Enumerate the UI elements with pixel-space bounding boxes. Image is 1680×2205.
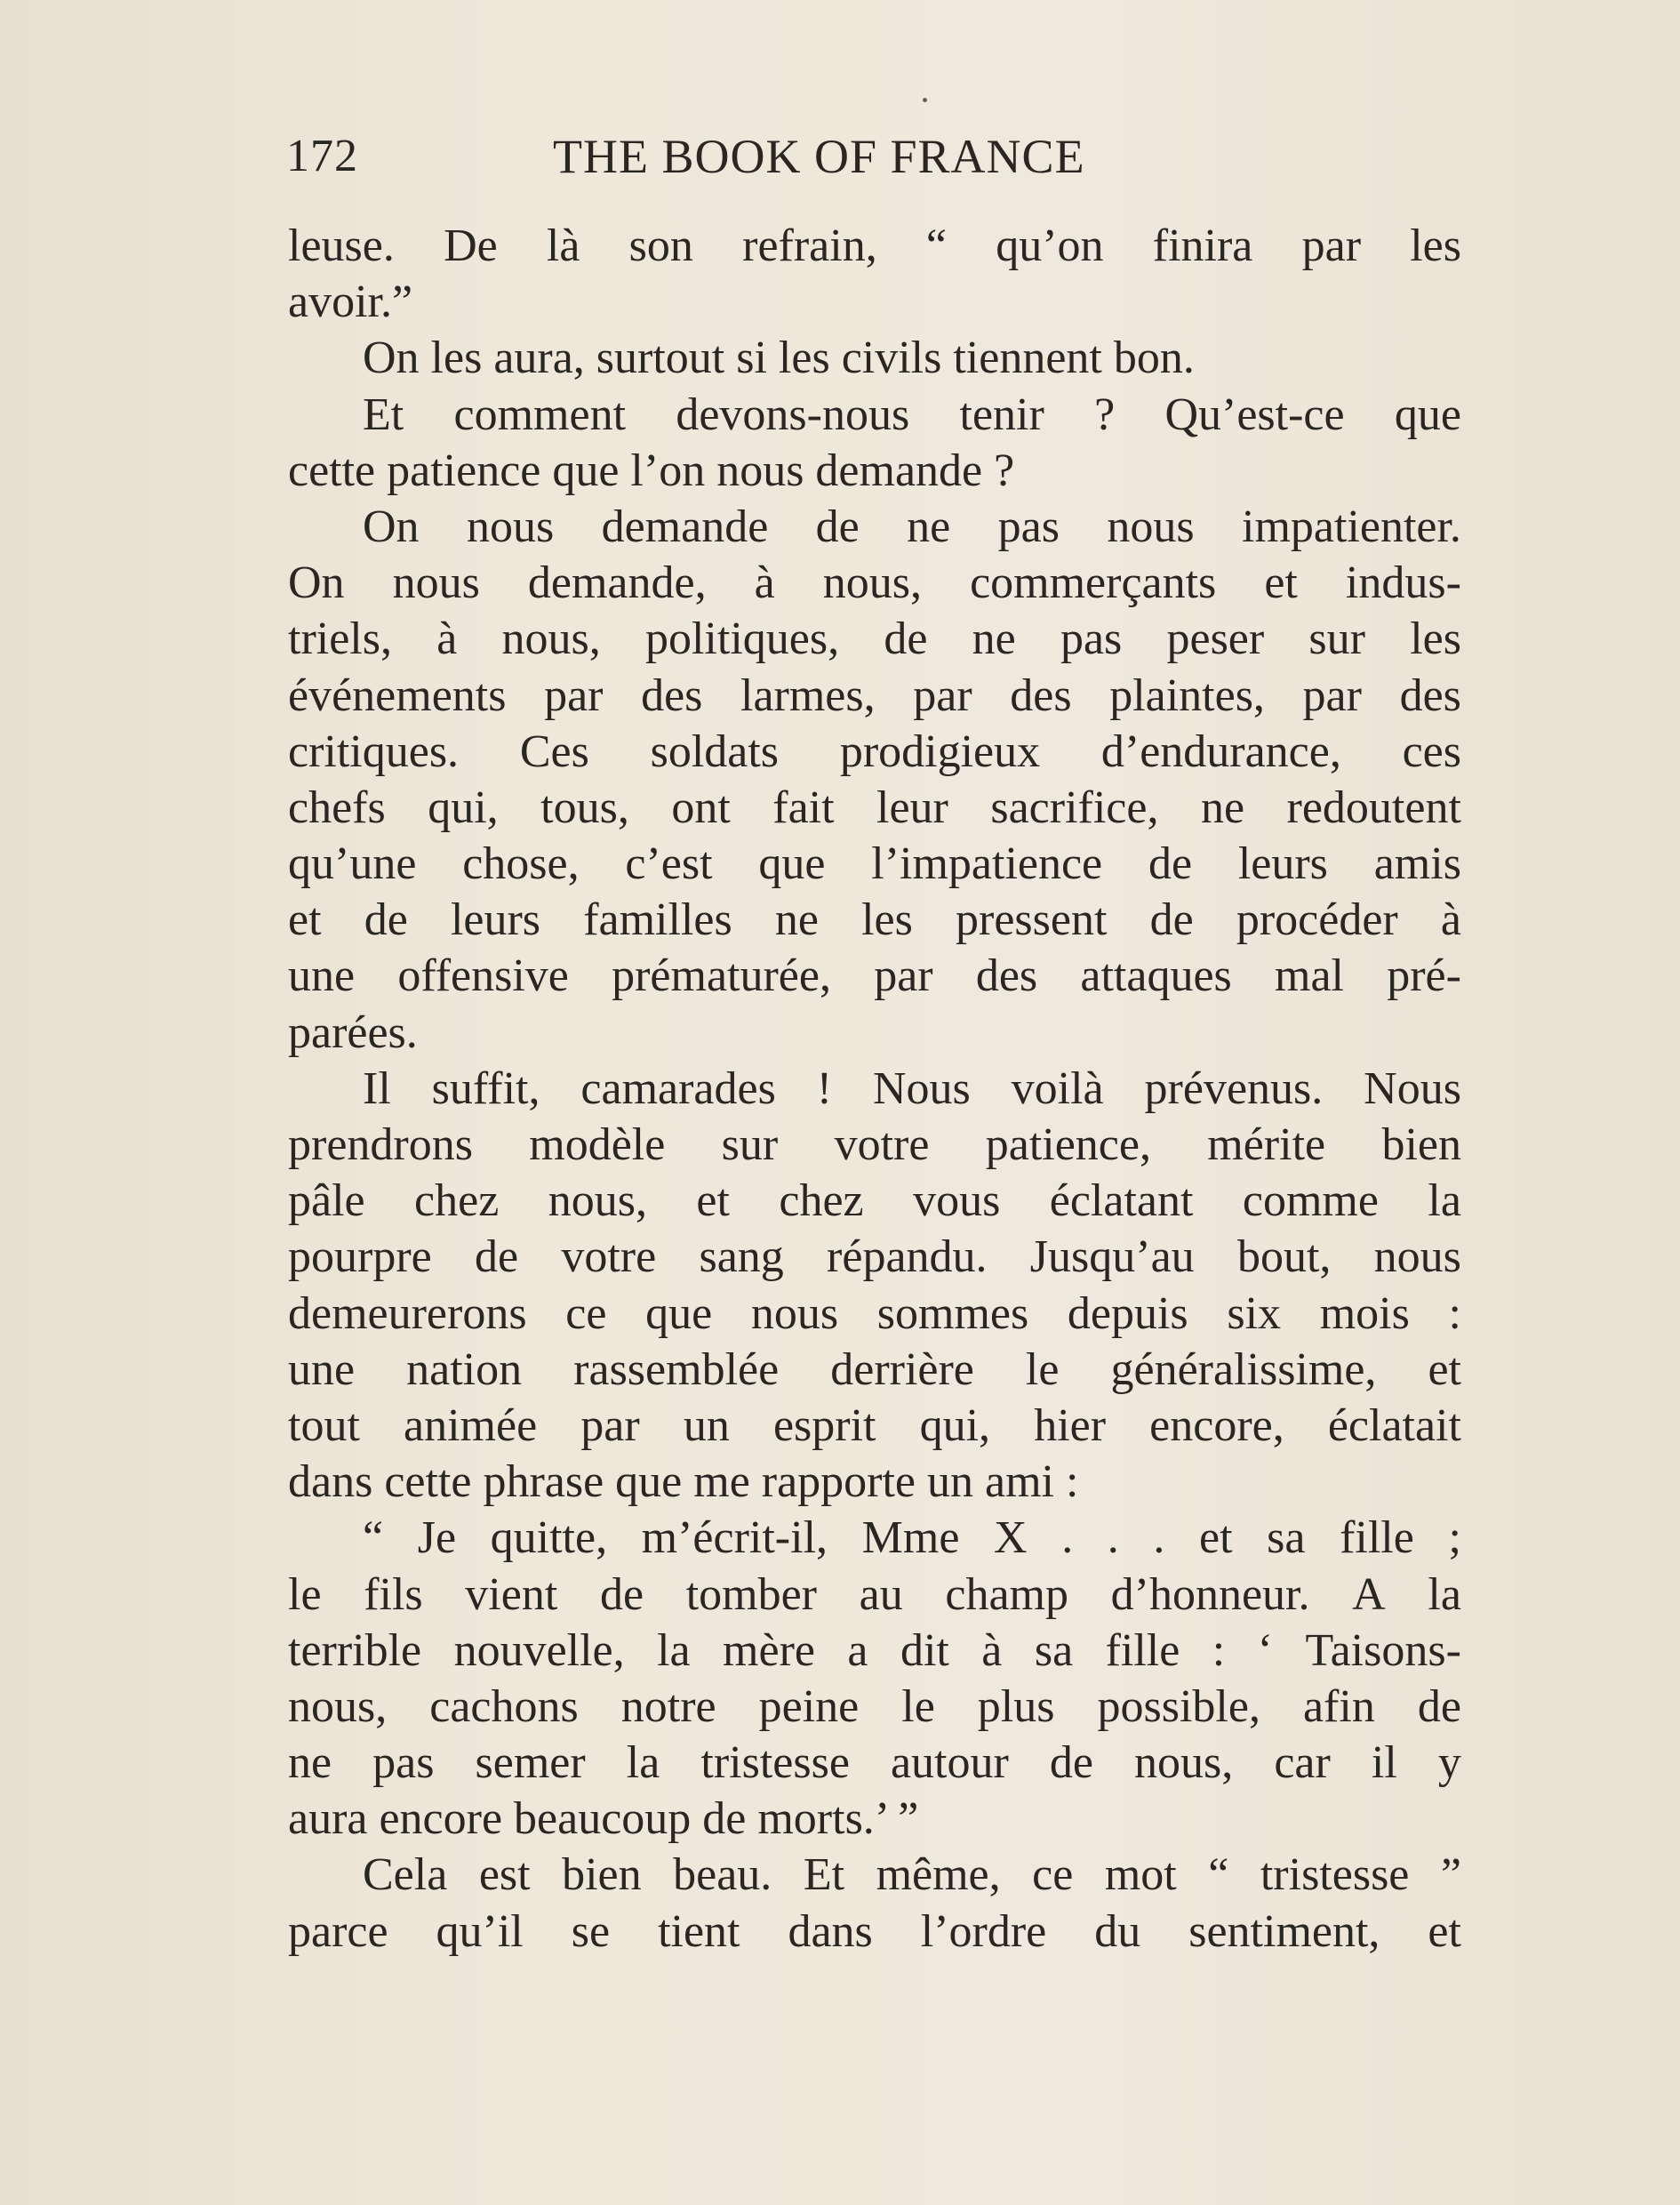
- word: que: [645, 1287, 713, 1339]
- word: soldats: [650, 726, 780, 777]
- word: impatienter.: [1242, 501, 1461, 552]
- word: pourpre: [288, 1231, 432, 1283]
- word: ce: [565, 1287, 607, 1339]
- body-text: [288, 218, 1461, 1960]
- word: comme: [1242, 1175, 1379, 1227]
- word: à: [981, 1624, 1003, 1676]
- text-line: [288, 1117, 1461, 1173]
- word: se: [571, 1905, 611, 1957]
- word: son: [628, 220, 693, 271]
- word: c’est: [625, 838, 713, 890]
- word: nous,: [501, 613, 601, 665]
- word: plaintes,: [1109, 670, 1265, 721]
- text-line: cette patience que l’on nous demande ?: [288, 445, 1015, 496]
- word: que: [1394, 389, 1461, 440]
- text-line: dans cette phrase que me rapporte un ami :: [288, 1456, 1079, 1508]
- word: d’honneur.: [1110, 1568, 1310, 1620]
- word: de: [815, 501, 860, 552]
- text-line: [288, 1286, 1461, 1342]
- word: de: [884, 613, 928, 665]
- word: nous: [750, 1287, 839, 1339]
- word: sacrifice,: [990, 782, 1159, 833]
- word: A: [1352, 1568, 1386, 1620]
- word: votre: [834, 1119, 930, 1170]
- word: de: [1148, 838, 1193, 890]
- word: au: [859, 1568, 903, 1620]
- word: pré-: [1387, 950, 1461, 1002]
- word: ne: [972, 613, 1016, 665]
- word: et: [288, 894, 322, 946]
- word: beau.: [673, 1849, 772, 1901]
- word: une: [288, 1343, 356, 1395]
- word: suffit,: [431, 1062, 540, 1114]
- word: par: [874, 950, 933, 1002]
- word: demande: [601, 501, 769, 552]
- word: généralissime,: [1110, 1343, 1377, 1395]
- word: Nous: [872, 1062, 971, 1114]
- paper-speck: [923, 98, 927, 102]
- word: pâle: [288, 1175, 365, 1227]
- word: et: [1264, 557, 1298, 609]
- text-line: [288, 1229, 1461, 1285]
- text-line: On les aura, surtout si les civils tiennent bon.: [363, 333, 1195, 384]
- text-line: [288, 836, 1461, 892]
- word: prodigieux: [839, 726, 1041, 777]
- word: sentiment,: [1188, 1905, 1380, 1957]
- text-line: [288, 1510, 1461, 1566]
- word: et: [1428, 1343, 1461, 1395]
- word: des: [975, 950, 1038, 1002]
- word: .: [1153, 1512, 1165, 1564]
- text-line: [288, 1061, 1461, 1117]
- word: De: [444, 220, 498, 271]
- word: événements: [288, 670, 507, 721]
- word: nous,: [548, 1175, 647, 1227]
- text-line: [288, 611, 1461, 667]
- word: pas: [372, 1737, 435, 1789]
- word: nous,: [1134, 1737, 1234, 1789]
- word: chez: [414, 1175, 500, 1227]
- word: votre: [561, 1231, 657, 1283]
- text-line: [288, 780, 1461, 836]
- word: :: [1212, 1624, 1226, 1676]
- word: et: [1199, 1512, 1233, 1564]
- word: modèle: [529, 1119, 666, 1170]
- word: notre: [620, 1680, 716, 1732]
- word: ne: [774, 894, 819, 946]
- word: de: [1149, 894, 1194, 946]
- word: parce: [288, 1905, 388, 1957]
- word: que: [758, 838, 826, 890]
- word: peine: [758, 1680, 860, 1732]
- word: éclatant: [1049, 1175, 1194, 1227]
- word: bien: [1381, 1119, 1461, 1170]
- word: car: [1274, 1737, 1331, 1789]
- word: fille: [1340, 1512, 1414, 1564]
- word: le: [901, 1680, 935, 1732]
- word: ;: [1448, 1512, 1461, 1564]
- word: leur: [876, 782, 948, 833]
- word: .: [1107, 1512, 1119, 1564]
- word: fait: [772, 782, 835, 833]
- text-line: avoir.”: [288, 277, 413, 328]
- word: de: [599, 1568, 644, 1620]
- word: qui,: [428, 782, 499, 833]
- text-line: [288, 1398, 1461, 1454]
- word: tout: [288, 1399, 360, 1451]
- word: Jusqu’au: [1029, 1231, 1195, 1283]
- word: larmes,: [740, 670, 876, 721]
- word: cachons: [429, 1680, 579, 1732]
- text-line: [288, 1735, 1461, 1791]
- word: Ces: [519, 726, 589, 777]
- word: tient: [658, 1905, 740, 1957]
- word: Et: [803, 1849, 845, 1901]
- word: les: [1410, 220, 1461, 271]
- word: répandu.: [827, 1231, 988, 1283]
- word: ne: [1200, 782, 1245, 833]
- word: ce: [1032, 1849, 1074, 1901]
- text-line: [288, 1567, 1461, 1623]
- word: il: [1371, 1737, 1397, 1789]
- word: y: [1437, 1737, 1461, 1789]
- word: fils: [364, 1568, 423, 1620]
- word: offensive: [397, 950, 569, 1002]
- word: On: [288, 557, 345, 609]
- word: ces: [1402, 726, 1461, 777]
- word: patience,: [985, 1119, 1151, 1170]
- word: nation: [406, 1343, 523, 1395]
- word: dit: [900, 1624, 949, 1676]
- word: bout,: [1236, 1231, 1332, 1283]
- text-line: [288, 218, 1461, 274]
- word: est: [478, 1849, 531, 1901]
- word: sommes: [876, 1287, 1029, 1339]
- text-line: parées.: [288, 1006, 418, 1058]
- word: par: [913, 670, 972, 721]
- word: la: [1428, 1568, 1461, 1620]
- word: Cela: [363, 1849, 448, 1901]
- text-line: [288, 1904, 1461, 1960]
- text-line: [288, 668, 1461, 724]
- word: afin: [1302, 1680, 1375, 1732]
- word: plus: [977, 1680, 1055, 1732]
- word: et: [696, 1175, 730, 1227]
- word: l’impatience: [871, 838, 1103, 890]
- word: nous: [1373, 1231, 1461, 1283]
- text-line: [288, 1847, 1461, 1903]
- word: ne: [288, 1737, 332, 1789]
- word: leuse.: [288, 220, 395, 271]
- word: triels,: [288, 613, 392, 665]
- word: rassemblée: [573, 1343, 780, 1395]
- word: quitte,: [490, 1512, 608, 1564]
- word: par: [544, 670, 604, 721]
- word: de: [1417, 1680, 1461, 1732]
- word: un: [683, 1399, 730, 1451]
- word: depuis: [1067, 1287, 1188, 1339]
- text-line: [288, 555, 1461, 611]
- word: des: [1399, 670, 1461, 721]
- word: chefs: [288, 782, 386, 833]
- word: nous,: [288, 1680, 388, 1732]
- word: dans: [788, 1905, 873, 1957]
- word: la: [1428, 1175, 1461, 1227]
- word: demande,: [527, 557, 707, 609]
- word: sur: [1308, 613, 1365, 665]
- word: Je: [417, 1512, 457, 1564]
- word: Qu’est-ce: [1164, 389, 1345, 440]
- word: nous,: [822, 557, 923, 609]
- word: de: [364, 894, 408, 946]
- word: leurs: [450, 894, 541, 946]
- word: à: [1440, 894, 1461, 946]
- text-line: [288, 724, 1461, 780]
- word: mot: [1104, 1849, 1177, 1901]
- text-line: [288, 1173, 1461, 1229]
- word: tomber: [685, 1568, 817, 1620]
- word: d’endurance,: [1100, 726, 1341, 777]
- page-number: 172: [286, 131, 358, 181]
- word: commerçants: [970, 557, 1217, 609]
- word: terrible: [288, 1624, 422, 1676]
- word: ‘: [1257, 1624, 1273, 1676]
- word: les: [1410, 613, 1461, 665]
- word: On: [363, 501, 420, 552]
- word: Et: [363, 389, 404, 440]
- word: de: [1049, 1737, 1093, 1789]
- word: prévenus.: [1144, 1062, 1324, 1114]
- word: voilà: [1011, 1062, 1104, 1114]
- word: tenir: [959, 389, 1044, 440]
- word: bien: [562, 1849, 642, 1901]
- word: qu’une: [288, 838, 417, 890]
- word: mois: [1319, 1287, 1410, 1339]
- word: :: [1448, 1287, 1461, 1339]
- text-line: [288, 1342, 1461, 1398]
- word: pas: [997, 501, 1060, 552]
- word: qu’il: [436, 1905, 524, 1957]
- word: !: [816, 1062, 833, 1114]
- text-line: [288, 499, 1461, 555]
- word: attaques: [1080, 950, 1232, 1002]
- word: nouvelle,: [453, 1624, 625, 1676]
- word: par: [580, 1399, 640, 1451]
- word: politiques,: [644, 613, 840, 665]
- word: “: [925, 220, 948, 271]
- word: hier: [1034, 1399, 1107, 1451]
- word: ?: [1094, 389, 1116, 440]
- text-line: [288, 892, 1461, 948]
- word: qui,: [919, 1399, 991, 1451]
- word: à: [754, 557, 775, 609]
- word: “: [1208, 1849, 1229, 1901]
- word: les: [861, 894, 913, 946]
- text-line: [288, 1623, 1461, 1679]
- word: Taisons-: [1305, 1624, 1461, 1676]
- word: fille: [1105, 1624, 1180, 1676]
- word: amis: [1373, 838, 1461, 890]
- word: pas: [1060, 613, 1123, 665]
- word: nous: [392, 557, 480, 609]
- word: critiques.: [288, 726, 460, 777]
- word: Mme: [861, 1512, 960, 1564]
- word: semer: [475, 1737, 586, 1789]
- word: prendrons: [288, 1119, 473, 1170]
- word: pressent: [956, 894, 1108, 946]
- word: ne: [907, 501, 951, 552]
- word: à: [436, 613, 458, 665]
- word: la: [626, 1737, 660, 1789]
- word: .: [1061, 1512, 1074, 1564]
- word: tristesse: [700, 1737, 850, 1789]
- word: le: [288, 1568, 322, 1620]
- word: sa: [1267, 1512, 1306, 1564]
- word: encore,: [1149, 1399, 1284, 1451]
- word: mal: [1275, 950, 1344, 1002]
- word: devons-nous: [676, 389, 910, 440]
- word: m’écrit-il,: [641, 1512, 828, 1564]
- text-line: [288, 1679, 1461, 1735]
- word: finira: [1152, 220, 1253, 271]
- word: X: [994, 1512, 1028, 1564]
- word: a: [847, 1624, 868, 1676]
- word: par: [1301, 220, 1362, 271]
- word: “: [363, 1512, 384, 1564]
- text-line: aura encore beaucoup de morts.’ ”: [288, 1793, 919, 1845]
- word: demeurerons: [288, 1287, 527, 1339]
- word: nous: [1107, 501, 1195, 552]
- word: animée: [404, 1399, 538, 1451]
- word: Il: [363, 1062, 391, 1114]
- word: vous: [913, 1175, 1001, 1227]
- word: camarades: [580, 1062, 776, 1114]
- word: qu’on: [996, 220, 1104, 271]
- word: autour: [890, 1737, 1009, 1789]
- word: tristesse: [1260, 1849, 1410, 1901]
- word: ”: [1440, 1849, 1461, 1901]
- word: éclatait: [1327, 1399, 1461, 1451]
- word: champ: [945, 1568, 1068, 1620]
- word: esprit: [772, 1399, 876, 1451]
- word: six: [1227, 1287, 1282, 1339]
- word: peser: [1166, 613, 1265, 665]
- word: sur: [721, 1119, 779, 1170]
- text-line: [288, 948, 1461, 1004]
- word: vient: [465, 1568, 558, 1620]
- word: tous,: [540, 782, 629, 833]
- text-line: [288, 387, 1461, 443]
- word: la: [657, 1624, 691, 1676]
- word: du: [1094, 1905, 1141, 1957]
- word: des: [1010, 670, 1072, 721]
- word: nous: [466, 501, 555, 552]
- word: une: [288, 950, 356, 1002]
- word: de: [474, 1231, 519, 1283]
- word: même,: [876, 1849, 1001, 1901]
- word: l’ordre: [920, 1905, 1047, 1957]
- word: là: [546, 220, 580, 271]
- word: des: [641, 670, 703, 721]
- word: sang: [699, 1231, 784, 1283]
- running-title: THE BOOK OF FRANCE: [553, 130, 1085, 183]
- word: et: [1428, 1905, 1461, 1957]
- word: leurs: [1237, 838, 1328, 890]
- word: procéder: [1236, 894, 1398, 946]
- word: indus-: [1345, 557, 1461, 609]
- word: sa: [1034, 1624, 1074, 1676]
- word: possible,: [1097, 1680, 1260, 1732]
- word: chose,: [462, 838, 580, 890]
- word: redoutent: [1286, 782, 1461, 833]
- word: familles: [583, 894, 732, 946]
- word: comment: [453, 389, 627, 440]
- word: mère: [723, 1624, 815, 1676]
- word: prématurée,: [612, 950, 831, 1002]
- word: derrière: [830, 1343, 974, 1395]
- word: le: [1025, 1343, 1060, 1395]
- word: mérite: [1207, 1119, 1326, 1170]
- word: ont: [671, 782, 731, 833]
- page-header: [286, 124, 1193, 188]
- word: refrain,: [742, 220, 877, 271]
- word: par: [1302, 670, 1362, 721]
- word: Nous: [1364, 1062, 1461, 1114]
- word: chez: [779, 1175, 864, 1227]
